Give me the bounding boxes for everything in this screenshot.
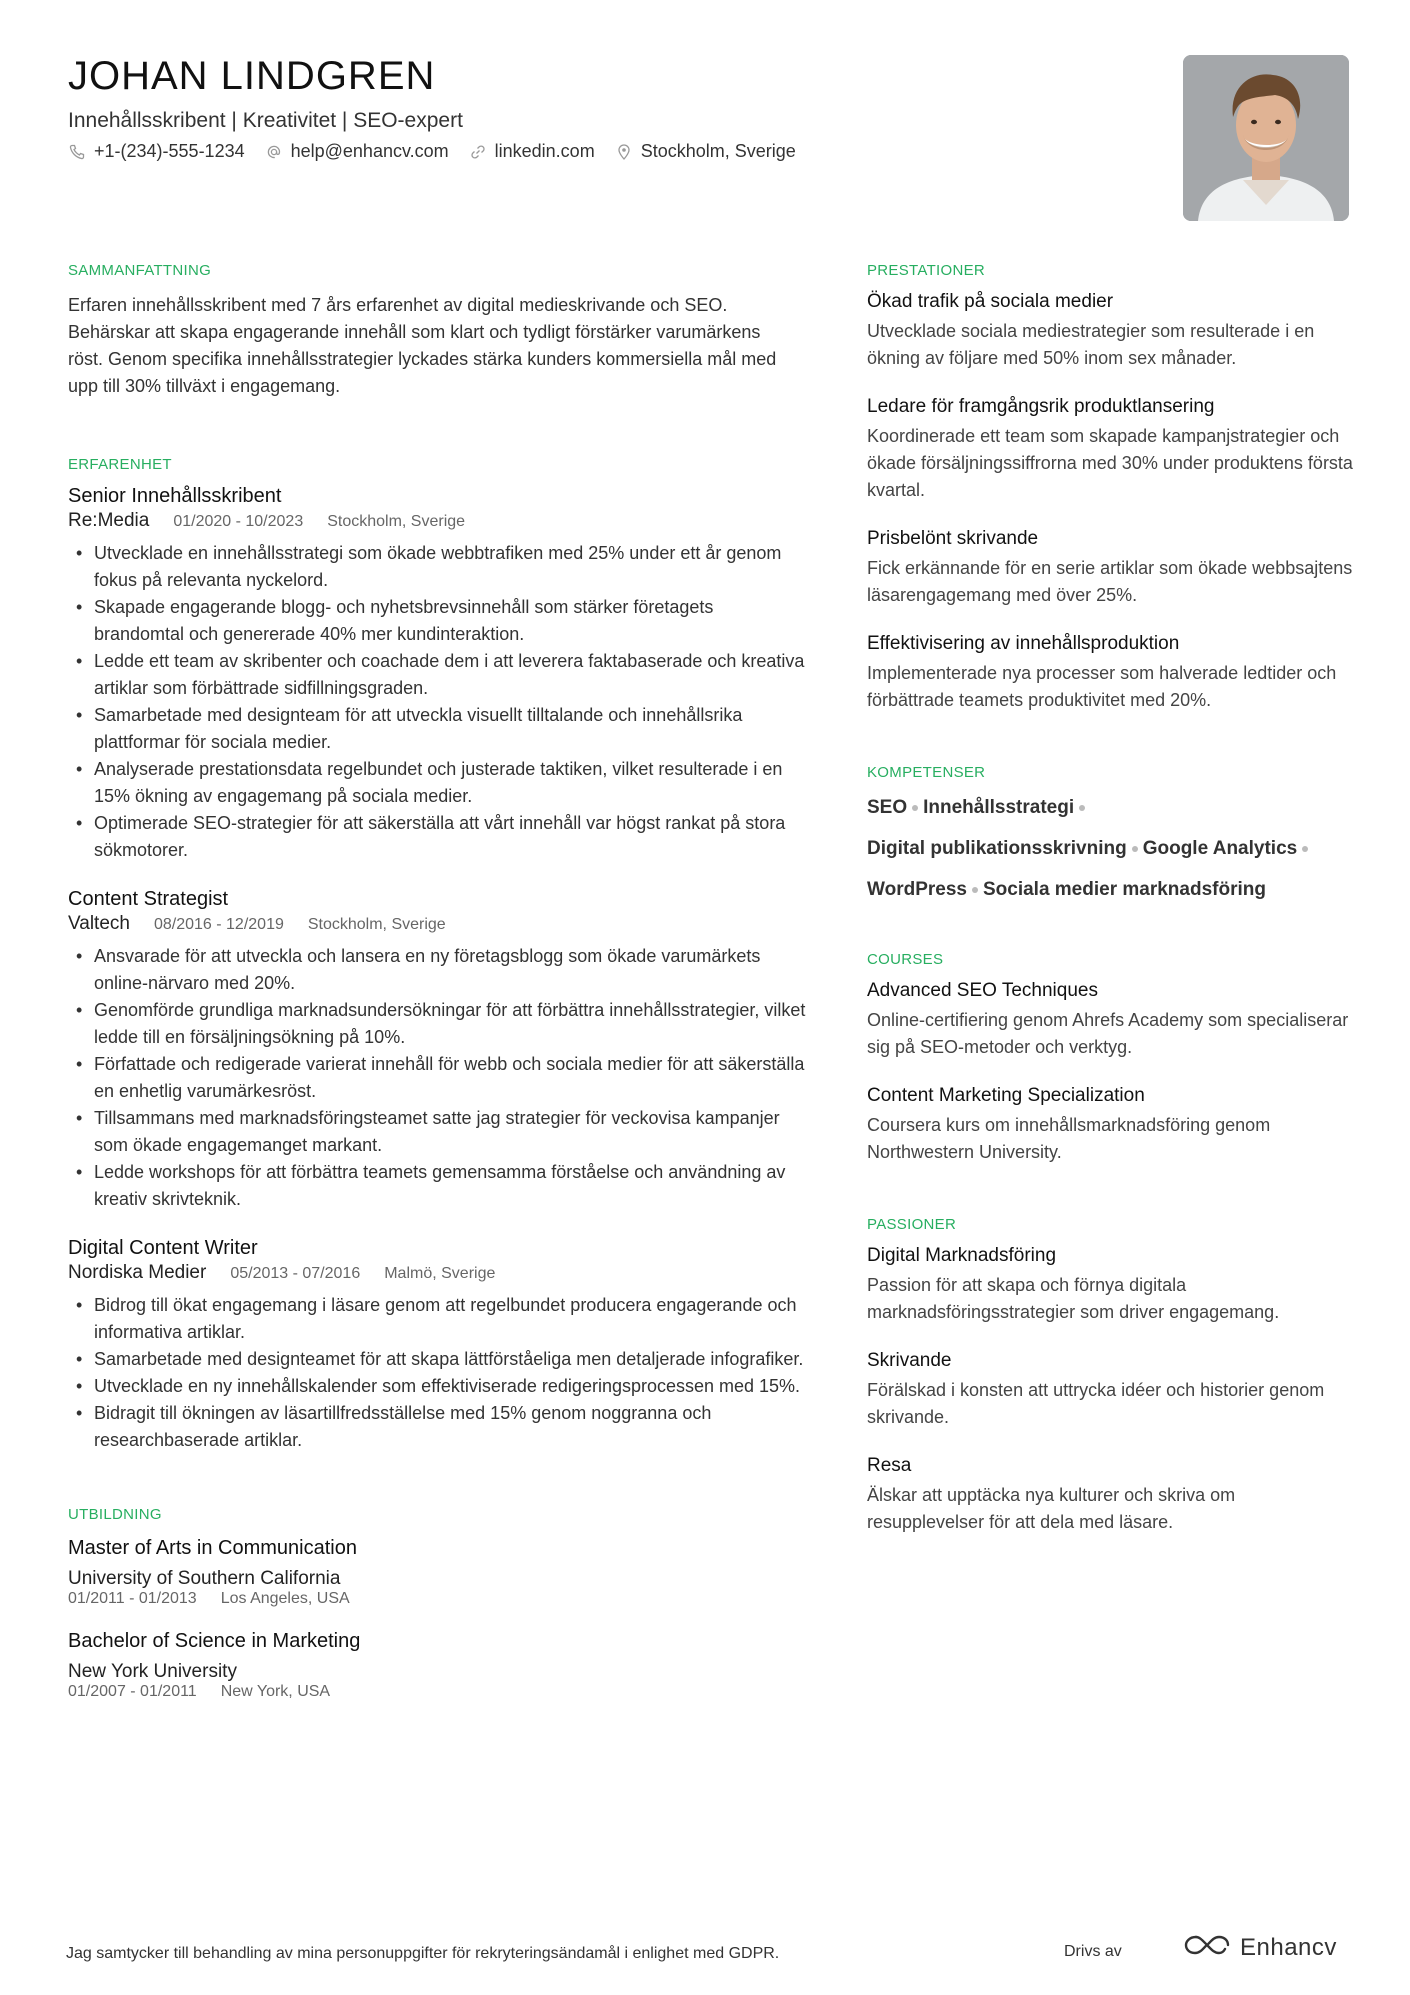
education-section [68,1506,808,1701]
job-meta [68,510,808,532]
job-entry [68,485,808,864]
achievement-title: Ökad trafik på sociala medier [867,291,1114,312]
job-title: Digital Content Writer [68,1237,258,1259]
job-bullet: • Utvecklade en ny innehållskalender som effektiviserade redigeringsprocessen med 15%. [68,1373,808,1400]
education-heading: UTBILDNING [68,1506,162,1523]
skill-tag: WordPress [867,879,967,900]
job-title: Content Strategist [68,888,229,910]
contact-phone[interactable] [68,141,245,162]
powered-by-label: Drivs av [1064,1943,1122,1960]
job-dates: 01/2020 - 10/2023 [173,513,304,530]
education-meta [68,1590,808,1608]
separator-dot [1302,846,1308,852]
course-desc: Online-certifiering genom Ahrefs Academy som specialiserar sig på SEO-metoder och verktyg. [867,1010,1349,1057]
at-icon [265,143,283,161]
achievement-desc: Koordinerade ett team som skapade kampanjstrategier och ökade försäljningssiffrorna med 30% under produktens första kvartal. [867,426,1353,500]
job-bullet: • Skapade engagerande blogg- och nyhetsbrevsinnehåll som stärker företagets brandomtal och genererade 40% mer kundinteraktion. [68,594,808,648]
education-degree: Master of Arts in Communication [68,1537,357,1559]
education-dates: 01/2007 - 01/2011 [68,1683,197,1700]
course-title: Advanced SEO Techniques [867,980,1098,1001]
job-bullet: • Bidrog till ökat engagemang i läsare genom att regelbundet producera engagerande och informativa artiklar. [68,1292,808,1346]
separator-dot [1079,805,1085,811]
job-entry [68,888,808,1213]
achievement-item [867,633,1357,714]
course-desc: Coursera kurs om innehållsmarknadsföring genom Northwestern University. [867,1115,1271,1162]
contact-location [615,141,796,162]
skill-tag: SEO [867,797,908,818]
phone-icon [68,143,86,161]
job-location: Stockholm, Sverige [307,916,446,933]
passion-desc: Förälskad i konsten att uttrycka idéer och historier genom skrivande. [867,1380,1325,1427]
job-bullet: • Analyserade prestationsdata regelbundet och justerade taktiken, vilket resulterade i en 15% ökning av engagemang på sociala medier. [68,756,808,810]
contact-location-text: Stockholm, Sverige [640,141,796,161]
achievement-item [867,528,1357,609]
achievements-section [867,262,1357,714]
skills-section [867,764,1357,903]
job-bullet: • Samarbetade med designteam för att utveckla visuellt tilltalande och innehållsrika plattformar för sociala medier. [68,702,808,756]
job-bullet: • Genomförde grundliga marknadsundersökningar för att förbättra innehållsstrategier, vilket ledde till en försäljningsökning på 10%. [68,997,808,1051]
passion-item [867,1455,1357,1536]
profile-photo [1183,55,1349,221]
job-bullet: • Ansvarade för att utveckla och lansera en ny företagsblogg som ökade varumärkets online-närvaro med 20%. [68,943,808,997]
skill-tag: Google Analytics [1142,838,1298,859]
separator-dot [912,805,918,811]
skill-tag: Innehållsstrategi [923,797,1075,818]
job-company: Valtech [68,913,130,934]
separator-dot [972,887,978,893]
enhancv-brand-name: Enhancv [1240,1933,1337,1961]
contact-email[interactable] [265,141,449,162]
job-bullet: • Författade och redigerade varierat innehåll för webb och sociala medier för att säkerställa en enhetlig varumärkesröst. [68,1051,808,1105]
candidate-tagline: Innehållsskribent | Kreativitet | SEO-expert [68,109,463,132]
job-bullets [68,943,808,1213]
achievement-title: Ledare för framgångsrik produktlansering [867,396,1215,417]
job-location: Malmö, Sverige [384,1265,496,1282]
courses-section [867,951,1357,1166]
left-column [68,262,808,1731]
skill-tag: Digital publikationsskrivning [867,838,1127,859]
passion-item [867,1350,1357,1431]
job-meta [68,913,808,935]
skill-tag: Sociala medier marknadsföring [982,879,1266,900]
education-degree: Bachelor of Science in Marketing [68,1630,361,1652]
experience-heading: ERFARENHET [68,456,172,473]
achievement-title: Prisbelönt skrivande [867,528,1039,549]
course-title: Content Marketing Specialization [867,1085,1145,1106]
education-location: New York, USA [220,1683,331,1700]
achievement-desc: Implementerade nya processer som halverade ledtider och förbättrade teamets produktivitet med 20%. [867,663,1337,710]
job-company: Nordiska Medier [68,1262,207,1283]
passion-item [867,1245,1357,1326]
course-item [867,980,1357,1061]
passion-title: Resa [867,1455,912,1476]
job-bullet: • Utvecklade en innehållsstrategi som ökade webbtrafiken med 25% under ett år genom fokus på relevanta nyckelord. [68,540,808,594]
education-location: Los Angeles, USA [220,1590,350,1607]
job-bullet: • Ledde ett team av skribenter och coachade dem i att leverera faktabaserade och kreativa artiklar som förbättrade sidfillningsgraden. [68,648,808,702]
gdpr-consent-note: Jag samtycker till behandling av mina personuppgifter för rekryteringsändamål i enlighet med GDPR. [66,1945,780,1962]
job-dates: 05/2013 - 07/2016 [230,1265,361,1282]
achievements-heading: PRESTATIONER [867,262,986,279]
education-meta [68,1683,808,1701]
candidate-name: JOHAN LINDGREN [68,54,436,98]
job-location: Stockholm, Sverige [327,513,466,530]
summary-section [68,262,808,400]
skills-heading: KOMPETENSER [867,764,986,781]
enhancv-logo-icon [1184,1933,1230,1962]
job-company: Re:Media [68,510,150,531]
skill-row [867,836,1347,862]
skill-row [867,795,1347,821]
passions-section [867,1216,1357,1536]
passion-title: Skrivande [867,1350,952,1371]
enhancv-brand[interactable] [1184,1933,1337,1962]
job-dates: 08/2016 - 12/2019 [153,916,284,933]
course-item [867,1085,1357,1166]
contact-email-text: help@enhancv.com [290,141,449,161]
passions-heading: PASSIONER [867,1216,957,1233]
right-column [867,262,1357,1566]
summary-heading: SAMMANFATTNING [68,262,212,279]
education-entry [68,1537,808,1608]
job-bullet: • Optimerade SEO-strategier för att säkerställa att vårt innehåll var högst rankat på stora sökmotorer. [68,810,808,864]
job-bullets [68,1292,808,1454]
achievement-title: Effektivisering av innehållsproduktion [867,633,1180,654]
job-bullet: • Ledde workshops för att förbättra teamets gemensamma förståelse och användning av kreativ skrivteknik. [68,1159,808,1213]
link-icon [469,143,487,161]
job-meta [68,1262,808,1284]
separator-dot [1132,846,1138,852]
passion-title: Digital Marknadsföring [867,1245,1057,1266]
achievement-desc: Fick erkännande för en serie artiklar som ökade webbsajtens läsarengagemang med över 25%. [867,558,1353,605]
job-bullets [68,540,808,864]
job-entry [68,1237,808,1454]
location-pin-icon [615,143,633,161]
contact-linkedin[interactable] [469,141,595,162]
passion-desc: Passion för att skapa och förnya digitala marknadsföringsstrategier som driver engagemang. [867,1275,1280,1322]
job-bullet: • Samarbetade med designteamet för att skapa lättförståeliga men detaljerade infografiker. [68,1346,808,1373]
achievement-item [867,396,1357,504]
job-title: Senior Innehållsskribent [68,485,282,507]
contact-phone-text: +1-(234)-555-1234 [94,141,245,161]
contact-linkedin-text: linkedin.com [494,141,595,161]
education-dates: 01/2011 - 01/2013 [68,1590,197,1607]
skill-row [867,877,1347,903]
achievement-item [867,291,1357,372]
summary-text: Erfaren innehållsskribent med 7 års erfarenhet av digital medieskrivande och SEO. Behärskar att skapa engagerande innehåll som klart och tydligt förstärker varumärkens röst. Genom specifika innehållsstrategier lyckades stärka kunders kommersiella mål med upp till 30% tillväxt i engagemang. [68,295,777,396]
education-school: University of Southern California [68,1568,341,1589]
contact-bar [68,141,816,162]
education-school: New York University [68,1661,237,1682]
passion-desc: Älskar att upptäcka nya kulturer och skriva om resupplevelser för att dela med läsare. [867,1485,1236,1532]
job-bullet: • Tillsammans med marknadsföringsteamet satte jag strategier för veckovisa kampanjer som ökade engagemanget markant. [68,1105,808,1159]
courses-heading: COURSES [867,951,944,968]
experience-section [68,456,808,1454]
job-bullet: • Bidragit till ökningen av läsartillfredsställelse med 15% genom noggranna och researchbaserade artiklar. [68,1400,808,1454]
education-entry [68,1630,808,1701]
skills-list [867,795,1347,903]
achievement-desc: Utvecklade sociala mediestrategier som resulterade i en ökning av följare med 50% inom sex månader. [867,321,1315,368]
